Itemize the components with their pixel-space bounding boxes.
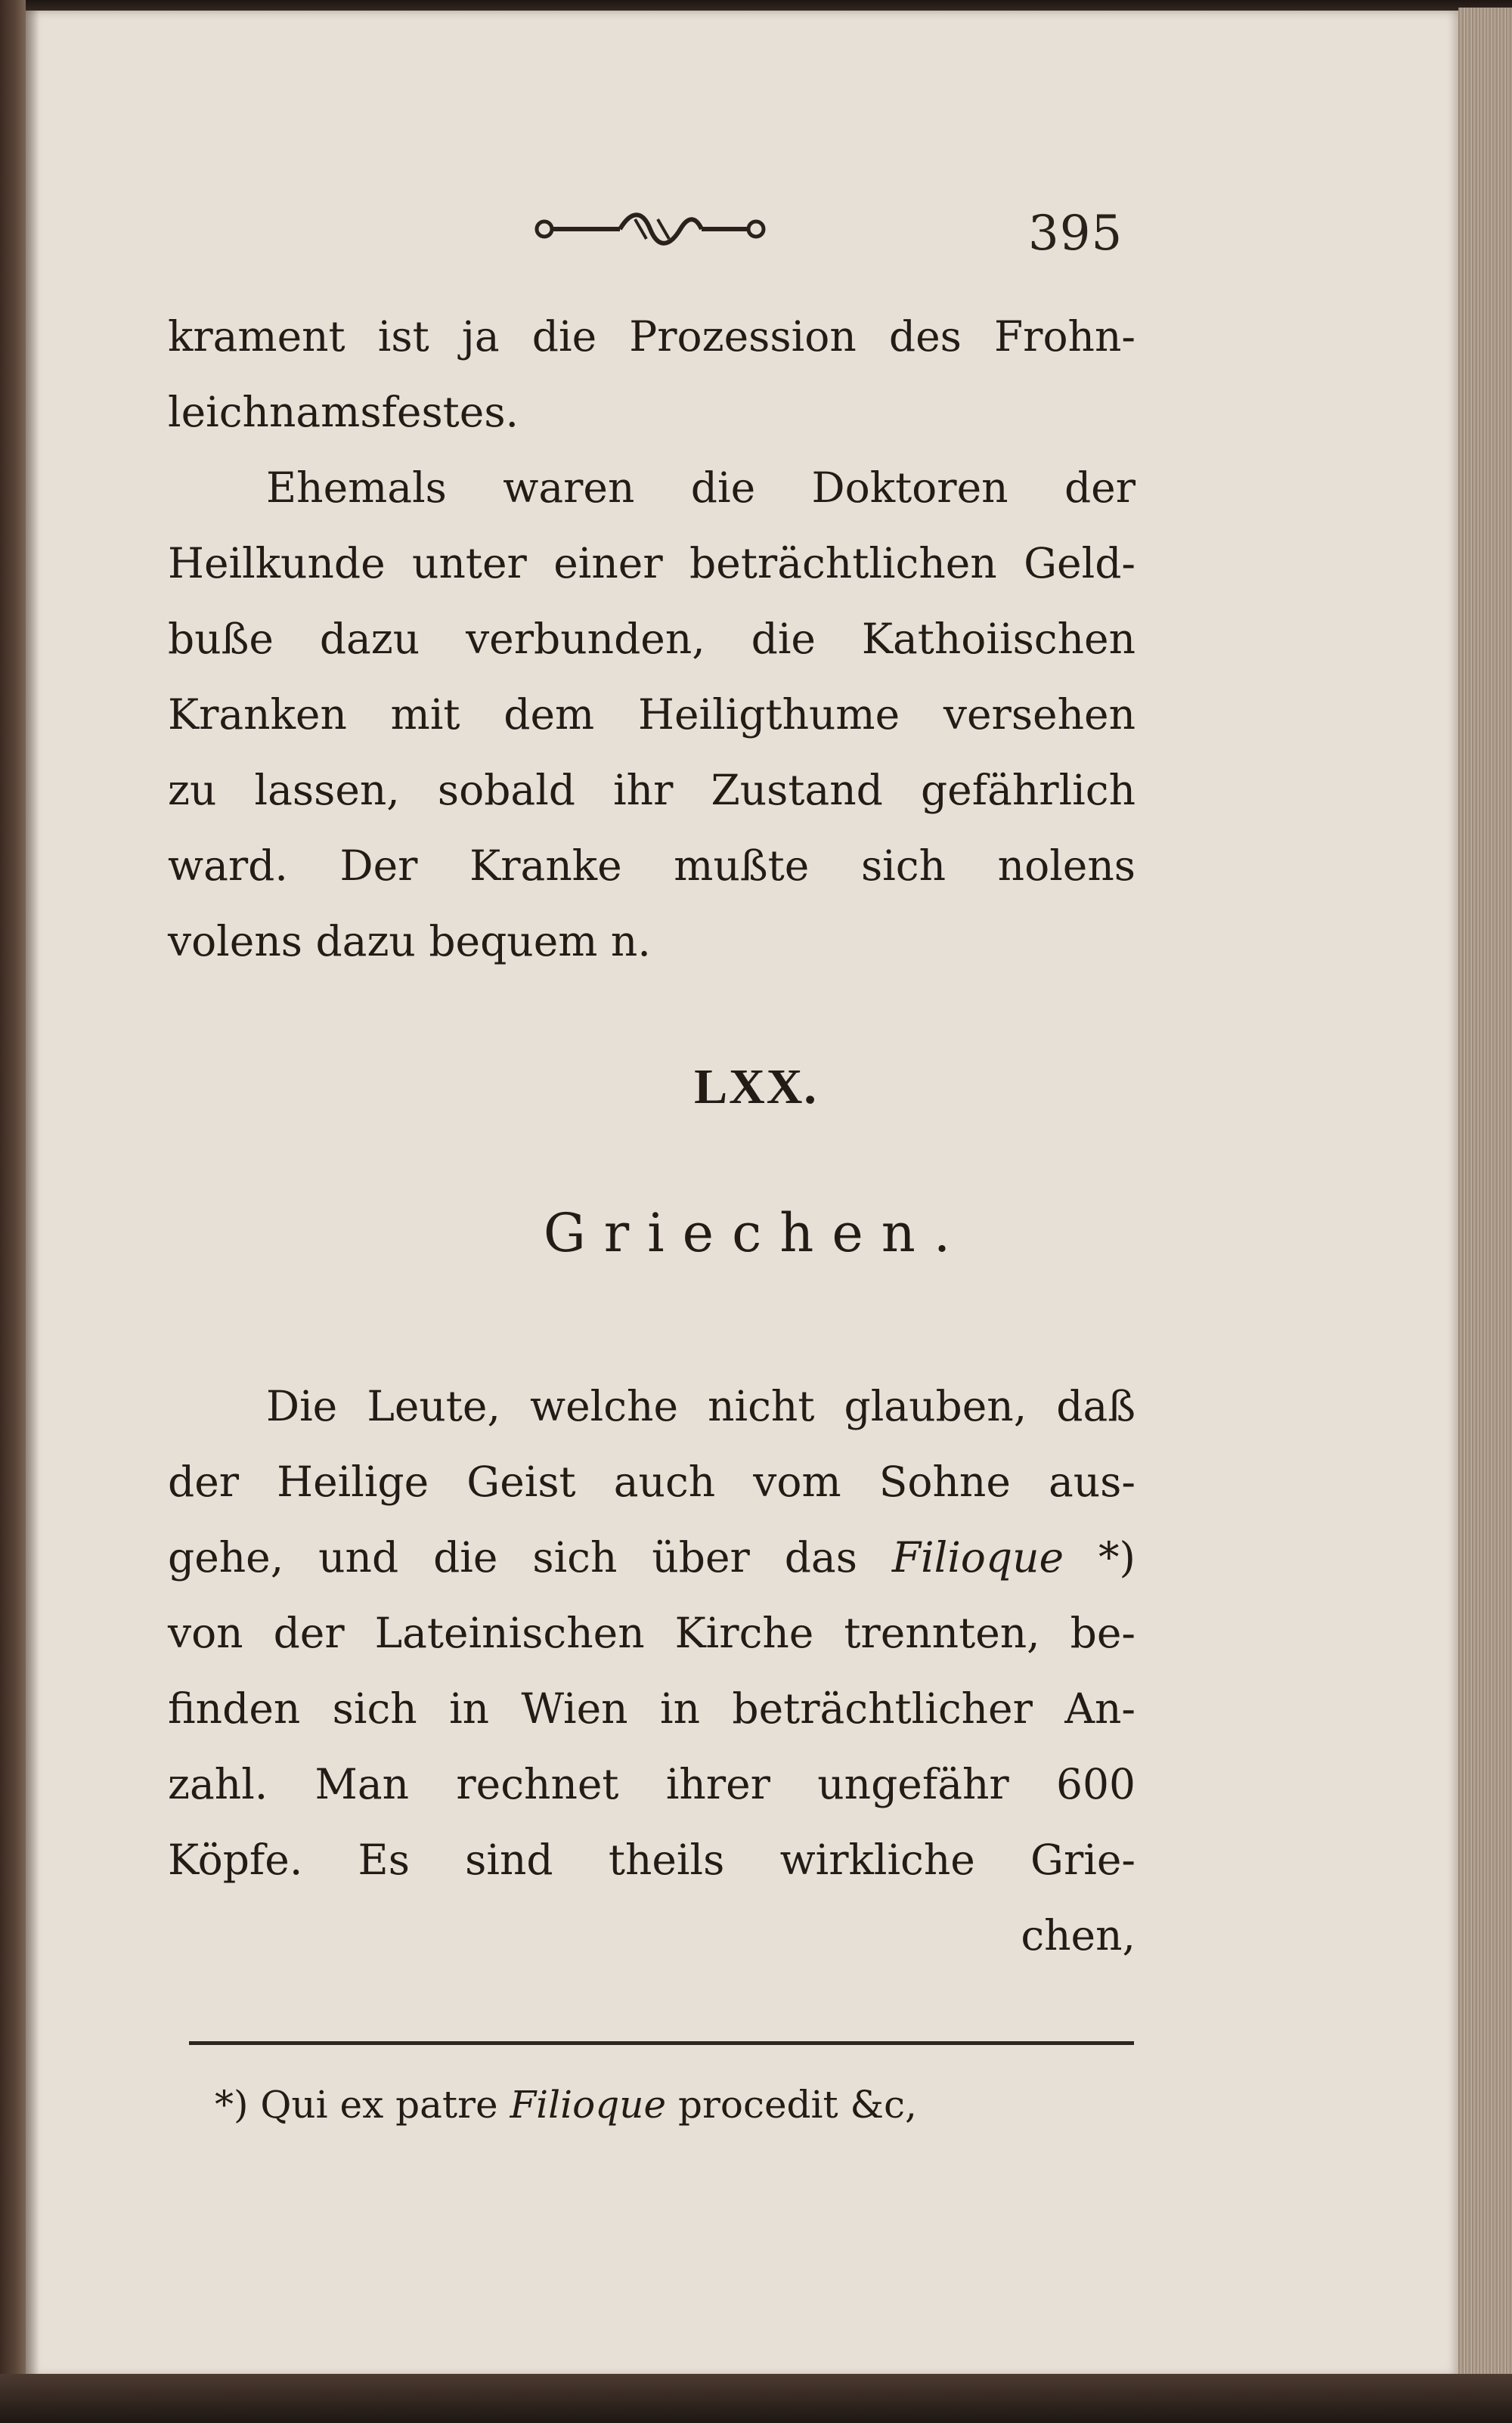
text-line: der Heilige Geist auch vom Sohne aus-: [168, 1458, 1136, 1506]
section-number: LXX.: [694, 1059, 818, 1114]
text-line: von der Lateinischen Kirche trennten, be-: [168, 1609, 1136, 1657]
text-line: Heilkunde unter einer beträchtlichen Geld-: [168, 539, 1136, 587]
header-ornament: [529, 203, 771, 256]
text-line: ward. Der Kranke mußte sich nolens: [168, 841, 1136, 890]
text-line: volens dazu bequem n.: [168, 917, 651, 965]
text-line-with-italic: [168, 1520, 1136, 1595]
page-number: 395: [1028, 206, 1123, 262]
footnote-italic: Filioque: [510, 2083, 667, 2127]
section-title: Griechen.: [543, 1202, 969, 1264]
footnote-marker: *) Qui ex patre: [215, 2083, 510, 2127]
text-line: krament ist ja die Prozession des Frohn-: [168, 312, 1136, 361]
page-edges: [1458, 8, 1512, 2381]
paragraph-continuation: [168, 299, 1136, 979]
book-board-bottom: [0, 2374, 1512, 2423]
footnote-reference: *): [1064, 1533, 1136, 1582]
text-line: zahl. Man rechnet ihrer ungefähr 600: [168, 1760, 1136, 1808]
text-line: Ehemals waren die Doktoren der: [266, 463, 1136, 512]
text-segment: gehe, und die sich über das: [168, 1533, 892, 1582]
footnote: [215, 2083, 917, 2127]
catchword: chen,: [1021, 1911, 1136, 1960]
text-line: Die Leute, welche nicht glauben, daß: [266, 1382, 1136, 1430]
text-line: zu lassen, sobald ihr Zustand gefährlich: [168, 766, 1136, 814]
paragraph-griechen: [168, 1368, 1136, 1973]
text-line: finden sich in Wien in beträchtlicher An-: [168, 1684, 1136, 1733]
spine-shadow: [26, 11, 39, 2377]
text-line: Kranken mit dem Heiligthume versehen: [168, 690, 1136, 739]
footnote-rule: [189, 2041, 1134, 2045]
footnote-text: procedit &c,: [666, 2083, 917, 2127]
text-line: Köpfe. Es sind theils wirkliche Grie-: [168, 1836, 1136, 1884]
text-line: leichnamsfestes.: [168, 388, 519, 436]
text-line: buße dazu verbunden, die Kathoiischen: [168, 615, 1136, 663]
italic-term: Filioque: [891, 1533, 1064, 1582]
